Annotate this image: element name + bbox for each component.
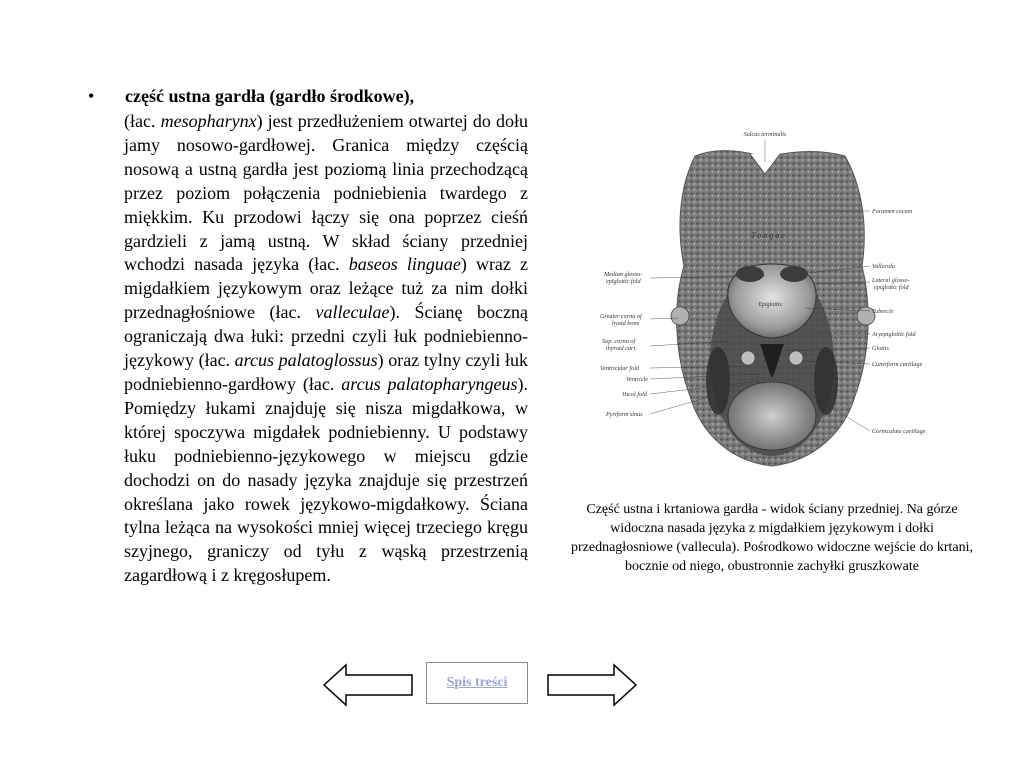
label-sulcus: Sulcus terminalis bbox=[743, 131, 787, 138]
arrow-left-icon[interactable] bbox=[322, 663, 414, 707]
label-aryepi: Aryepiglottic fold bbox=[872, 331, 916, 338]
label-vallecula: Vallecula bbox=[872, 263, 896, 270]
figure-caption: Część ustna i krtaniowa gardła - widok ściany przedniej. Na górze widoczna nasada języka z migdałkiem językowym i dołki przednagłosniowe (vallecula). Pośrodkowo widoczne wejście do krtani, bocznie od niego, obustronnie zachyłki gruszkowate bbox=[571, 502, 973, 574]
body-paragraph: (łac. mesopharynx) jest przedłużeniem otwartej do dołu jamy nosowo-gardłowej. Granica między częścią nosową a ustną gardła jest poziomą linia przechodzącą przez poziom połączenia podniebienia twardego z miękkim. Ku przodowi łączy się ona poprzez cieśń gardzieli z jamą ustną. W skład ściany przedniej wchodzi nasada języka (łac. baseos linguae) wraz z migdałkiem językowym oraz leżące tuż za nim dołki przednagłośniowe (łac. valleculae). Ścianę boczną ograniczają dwa łuki: przedni czyli łuk podniebienno-językowy (łac. arcus palatoglossus) oraz tylny czyli łuk podniebienno-gardłowy (łac. arcus palatopharyngeus). Pomiędzy łukami znajduję się nisza migdałkowa, w której spoczywa migdałek podniebienny. U podstawy łuku podniebienno-językowego w miejscu gdzie dochodzi on do nasady języka znajduje się przestrzeń określana jako rowek językowo-migdałkowy. Ściana tylna leżąca na wysokości mniej więcej trzeciego kręgu szyjnego, graniczy od tyłu z wąską przestrzenią zagardłową i z kręgosłupem. bbox=[124, 111, 529, 586]
latin-term: mesopharynx bbox=[160, 111, 257, 131]
latin-term: arcus palatoglossus bbox=[234, 350, 378, 371]
label-epiglottis: Epiglottis bbox=[758, 302, 782, 308]
label-lateral: Lateral glosso- bbox=[872, 277, 910, 284]
latin-term: valleculae bbox=[315, 302, 390, 323]
label-sup: Sup. cornu of bbox=[602, 338, 636, 345]
label-cuneiform: Cuneiform cartilage bbox=[872, 361, 923, 368]
label-corniculate: Corniculate cartilage bbox=[872, 428, 926, 435]
label-foramen: Foramen cecum bbox=[872, 208, 913, 215]
label-tongue: T o n g u e bbox=[751, 231, 785, 240]
label-ventricle: Ventricle bbox=[626, 376, 648, 383]
toc-link[interactable]: Spis treści bbox=[446, 675, 508, 690]
latin-term: baseos linguae bbox=[348, 254, 461, 275]
label-greater: Greater cornu of bbox=[600, 313, 642, 320]
bullet-marker: • bbox=[88, 86, 95, 106]
label-sup2: thyroid cart. bbox=[606, 345, 637, 352]
section-heading: część ustna gardła (gardło środkowe), bbox=[125, 86, 415, 106]
latin-term: arcus palatopharyngeus bbox=[341, 373, 518, 394]
label-greater2: hyoid bone bbox=[612, 320, 640, 327]
label-lateral2: epiglottic fold bbox=[874, 284, 909, 291]
label-pyriform: Pyriform sinus bbox=[606, 411, 643, 418]
arrow-right-icon[interactable] bbox=[546, 663, 638, 707]
label-glottis: Glottis bbox=[872, 345, 889, 352]
label-tubercle: Tubercle bbox=[872, 308, 894, 315]
anatomy-figure bbox=[600, 126, 944, 471]
label-median: Median glosso- bbox=[604, 271, 643, 278]
label-ventfold: Ventricular fold bbox=[600, 365, 640, 372]
label-vocal: Vocal fold bbox=[622, 391, 647, 398]
label-median2: epiglottic fold bbox=[606, 278, 641, 285]
toc-button[interactable] bbox=[426, 662, 528, 704]
